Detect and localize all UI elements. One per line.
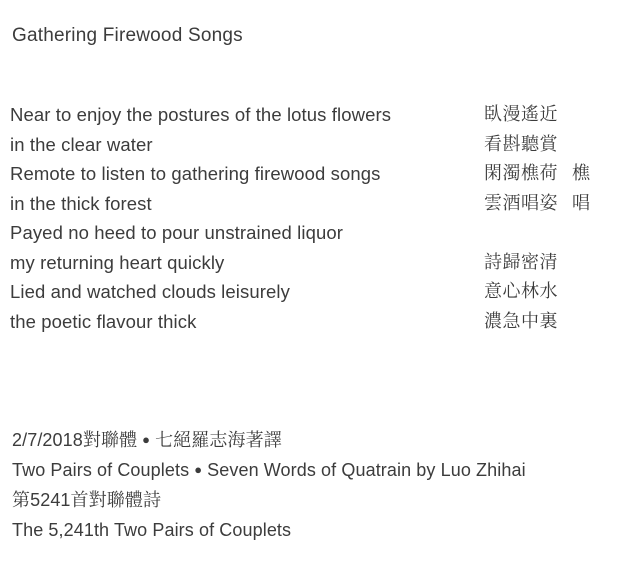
page-title: Gathering Firewood Songs	[12, 25, 243, 46]
chinese-line-main: 詩歸密清	[484, 251, 558, 272]
chinese-line-tail: 唱	[572, 192, 591, 213]
bullet-icon: ●	[142, 432, 151, 447]
english-poem	[10, 100, 480, 336]
english-line: my returning heart quickly	[10, 251, 225, 273]
footer-author-en: Seven Words of Quatrain by Luo Zhihai	[207, 460, 526, 480]
chinese-line	[484, 100, 640, 130]
document-footer	[12, 425, 632, 545]
chinese-line-tail: 樵	[572, 163, 591, 183]
chinese-line	[484, 130, 640, 160]
footer-line-index-en: The 5,241th Two Pairs of Couplets	[12, 520, 292, 540]
english-line: Remote to listen to gathering firewood songs	[10, 163, 381, 184]
chinese-line-spacer	[484, 218, 640, 248]
chinese-line-main: 雲酒唱姿	[484, 192, 558, 213]
chinese-line	[484, 159, 640, 189]
chinese-line	[484, 189, 640, 219]
footer-line-credit-en	[12, 455, 632, 485]
english-line: Payed no heed to pour unstrained liquor	[10, 222, 344, 243]
chinese-line-main: 意心林水	[484, 281, 558, 301]
english-line: Near to enjoy the postures of the lotus flowers	[10, 104, 392, 125]
bullet-icon: ●	[194, 462, 203, 477]
chinese-line-main: 濃急中裏	[484, 310, 558, 331]
chinese-line	[484, 248, 640, 278]
english-line: in the thick forest	[10, 192, 152, 214]
chinese-line-main: 閑濁樵荷	[484, 163, 558, 183]
english-line: Lied and watched clouds leisurely	[10, 281, 290, 302]
english-line: in the clear water	[10, 133, 153, 155]
footer-line-index-zh: 第5241首對聯體詩	[12, 490, 162, 510]
poem-block	[10, 100, 640, 350]
footer-date-label: 2/7/2018對聯體	[12, 430, 138, 450]
chinese-line-main: 臥漫遙近	[484, 104, 558, 124]
footer-form-label: Two Pairs of Couplets	[12, 460, 190, 480]
footer-author-zh: 七絕羅志海著譯	[155, 430, 282, 450]
english-line: the poetic flavour thick	[10, 310, 197, 332]
footer-line-credit-zh	[12, 425, 632, 455]
chinese-poem	[484, 100, 640, 336]
chinese-line-main: 看斟聽賞	[484, 133, 558, 154]
chinese-line	[484, 277, 640, 307]
chinese-line	[484, 307, 640, 337]
